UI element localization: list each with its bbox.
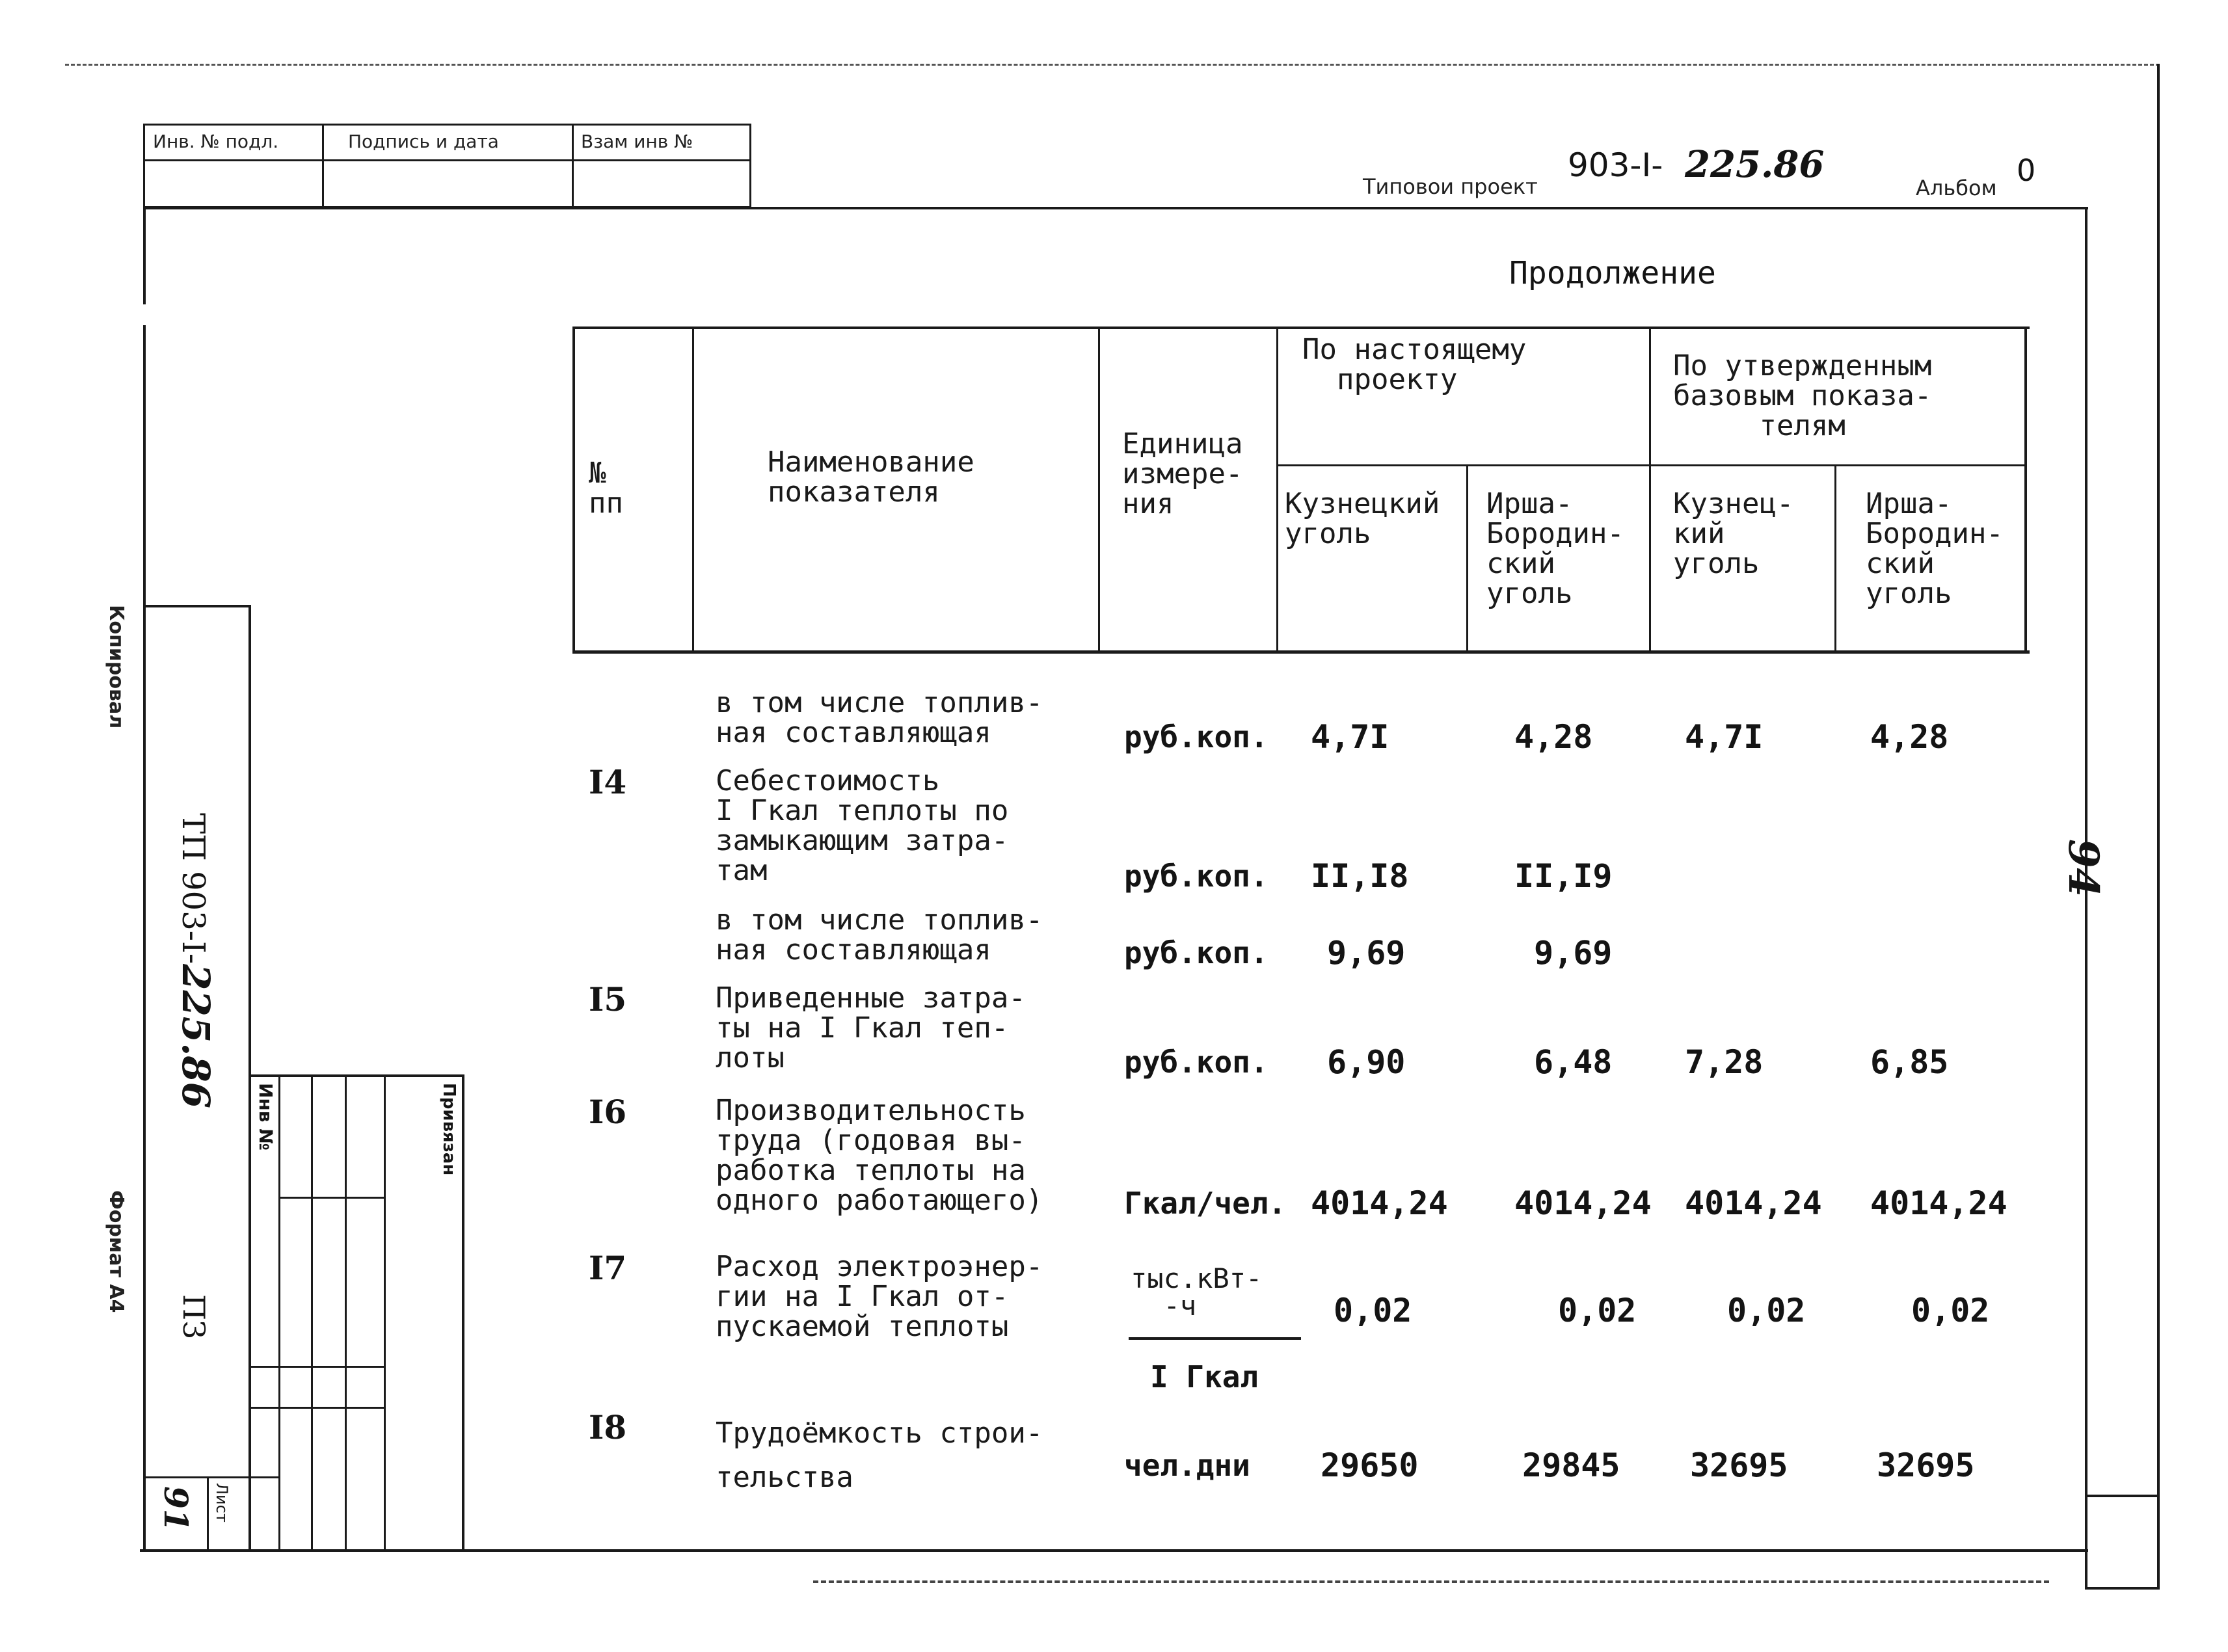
col-header-irsha-base: Ирша- Бородин- ский уголь xyxy=(1866,487,2004,610)
sidebar-doc-code xyxy=(174,813,218,1108)
project-number-printed: 903-I- xyxy=(1568,146,1663,184)
table-row-4-no: I6 xyxy=(589,1093,627,1131)
sidebar-grid-h2 xyxy=(248,1366,385,1368)
table-row-6-v2: 29845 xyxy=(1522,1446,1620,1484)
table-row-5-unit-fraction-bar xyxy=(1129,1337,1301,1340)
table-row-3-unit: руб.коп. xyxy=(1124,1045,1268,1080)
table-row-6-unit: чел.дни xyxy=(1124,1448,1250,1483)
table-row-2-unit: руб.коп. xyxy=(1124,935,1268,970)
sidebar-grid-v1 xyxy=(278,1074,280,1551)
right-strip-divider xyxy=(2085,1495,2160,1497)
bottom-scan-marks xyxy=(813,1580,2049,1583)
sidebar-grid-h4 xyxy=(143,1476,280,1478)
project-number-handwritten: 225.86 xyxy=(1685,143,1825,186)
table-row-0-unit: руб.коп. xyxy=(1124,719,1268,754)
sidebar-inv-no: Инв № xyxy=(255,1083,276,1151)
main-frame-left xyxy=(143,207,146,304)
table-row-6-name: Трудоёмкость строи- тельства xyxy=(716,1417,1043,1494)
table-row-0-name: в том числе топлив- ная составляющая xyxy=(716,686,1043,749)
format-label: Формат А4 xyxy=(105,1190,128,1313)
table-row-4-v1: 4014,24 xyxy=(1311,1184,1448,1222)
col-header-group-project: По настоящему проекту xyxy=(1302,333,1527,396)
table-row-6-v3: 32695 xyxy=(1690,1446,1788,1484)
sidebar-privyazan: Привязан xyxy=(439,1083,459,1176)
table-row-2-v1: 9,69 xyxy=(1327,934,1406,972)
sidebar-list-number: 91 xyxy=(157,1486,195,1532)
table-row-0-v2: 4,28 xyxy=(1514,718,1593,756)
table-row-1-v2: II,I9 xyxy=(1514,857,1613,895)
table-row-5-unit-numerator: тыс.кВт- -ч xyxy=(1131,1262,1263,1322)
sidebar-grid-v5 xyxy=(462,1074,464,1551)
col-header-group-base: По утвержденным базовым показа- телям xyxy=(1673,349,1932,442)
col-header-kuzn-project: Кузнецкий уголь xyxy=(1285,487,1440,550)
table-row-5-name: Расход электроэнер- гии на I Гкал от- пускаемой теплоты xyxy=(716,1250,1043,1343)
outer-frame-right xyxy=(2157,64,2160,1589)
table-row-6-v4: 32695 xyxy=(1877,1446,1975,1484)
table-row-3-name: Приведенные затра- ты на I Гкал теп- лоты xyxy=(716,981,1026,1074)
sidebar-grid-top xyxy=(248,1074,463,1077)
table-row-5-v1: 0,02 xyxy=(1334,1292,1412,1329)
outer-frame-bottom-right xyxy=(2085,1587,2160,1590)
table-row-6-no: I8 xyxy=(589,1408,627,1446)
main-frame-bottom xyxy=(140,1549,2088,1552)
col-header-no: № пп xyxy=(589,457,623,520)
sidebar-right-line xyxy=(248,605,251,1551)
col-header-irsha-project: Ирша- Бородин- ский уголь xyxy=(1486,487,1624,610)
sidebar-left-line xyxy=(143,325,146,1551)
table-row-1-no: I4 xyxy=(589,763,627,801)
table-row-0-v4: 4,28 xyxy=(1870,718,1949,756)
sidebar-grid-v3 xyxy=(345,1074,347,1551)
col-header-unit: Единица измере- ния xyxy=(1122,427,1243,520)
table-row-4-v3: 4014,24 xyxy=(1685,1184,1822,1222)
table-row-3-v4: 6,85 xyxy=(1870,1043,1949,1081)
col-header-kuzn-base: Кузнец- кий уголь xyxy=(1673,487,1794,580)
top-edge-line xyxy=(65,64,2160,66)
table-row-5-v3: 0,02 xyxy=(1727,1292,1806,1329)
album-label: Альбом xyxy=(1916,176,1997,200)
album-value: 0 xyxy=(2017,153,2036,188)
main-frame-top xyxy=(143,207,2088,209)
table-row-0-v3: 4,7I xyxy=(1685,718,1764,756)
table-row-3-v1: 6,90 xyxy=(1327,1043,1406,1081)
table-row-1-unit: руб.коп. xyxy=(1124,859,1268,894)
main-frame-right xyxy=(2085,207,2087,1589)
table-row-5-v4: 0,02 xyxy=(1911,1292,1990,1329)
stamp-inv-podl: Инв. № подл. xyxy=(153,131,279,152)
sidebar-grid-v2 xyxy=(311,1074,313,1551)
table-row-4-v4: 4014,24 xyxy=(1870,1184,2007,1222)
sidebar-grid-h3 xyxy=(248,1407,385,1409)
kopiroval-label: Копировал xyxy=(105,605,128,729)
sidebar-list-label: Лист xyxy=(213,1483,231,1523)
sidebar-grid-h1 xyxy=(278,1197,386,1199)
table-row-3-no: I5 xyxy=(589,980,627,1019)
table-row-2-v2: 9,69 xyxy=(1534,934,1613,972)
sidebar-top-line xyxy=(143,605,250,607)
table-row-5-unit-denominator: I Гкал xyxy=(1150,1359,1259,1394)
table-row-1-name: Себестоимость I Гкал теплоты по замыкающим затра- там xyxy=(716,764,1009,887)
sidebar-grid-v4 xyxy=(384,1074,386,1551)
stamp-podpis-data: Подпись и дата xyxy=(348,131,499,152)
table-row-5-no: I7 xyxy=(589,1249,627,1287)
stamp-block xyxy=(143,124,751,208)
sidebar-doc-code-handwritten: 225.86 xyxy=(174,964,218,1109)
table-row-4-name: Производительность труда (годовая вы- работка теплоты на одного работающего) xyxy=(716,1094,1043,1217)
page-number-right: 94 xyxy=(2059,839,2108,898)
stamp-vzam-inv: Взам инв № xyxy=(581,131,693,152)
table-row-3-v3: 7,28 xyxy=(1685,1043,1764,1081)
col-header-name: Наименование показателя xyxy=(768,446,974,509)
table-row-1-v1: II,I8 xyxy=(1311,857,1409,895)
tipovoi-proekt-label: Типовои проект xyxy=(1363,174,1538,199)
sidebar-doc-code-printed: ТП 903-I- xyxy=(175,813,211,965)
table-row-4-unit: Гкал/чел. xyxy=(1124,1186,1287,1221)
sidebar-section: ПЗ xyxy=(176,1294,211,1339)
table-row-6-v1: 29650 xyxy=(1321,1446,1419,1484)
table-row-5-v2: 0,02 xyxy=(1558,1292,1637,1329)
continuation-heading: Продолжение xyxy=(1509,255,1716,291)
table-row-4-v2: 4014,24 xyxy=(1514,1184,1652,1222)
table-row-3-v2: 6,48 xyxy=(1534,1043,1613,1081)
table-row-0-v1: 4,7I xyxy=(1311,718,1389,756)
table-row-2-name: в том числе топлив- ная составляющая xyxy=(716,903,1043,966)
sidebar-list-divider xyxy=(207,1476,209,1551)
